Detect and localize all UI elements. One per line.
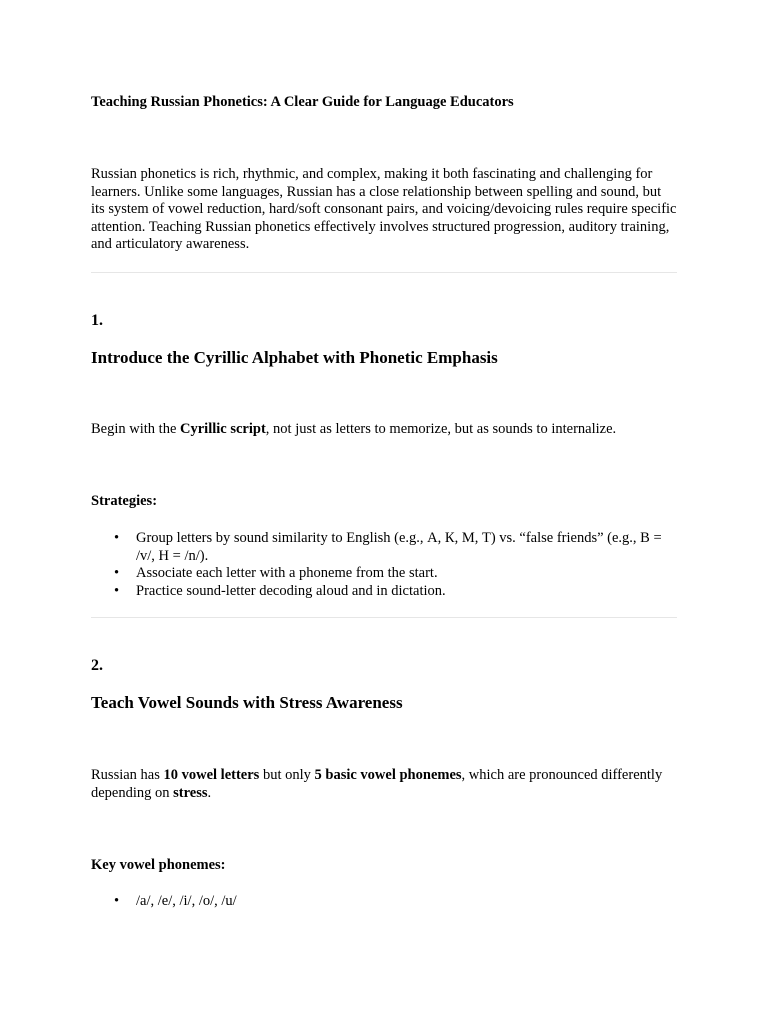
strategies-label: Strategies: (91, 493, 158, 509)
section-2-body-text-3: , which are pronounced differently depending on (91, 767, 663, 801)
list-item: • Group letters by sound similarity to English (e.g., А, К, М, Т) vs. “false friends” (e.g., В = /v/, Н = /n/). (91, 530, 677, 565)
list-item: • Associate each letter with a phoneme from the start. (91, 565, 677, 583)
section-2-number: 2. (91, 657, 103, 674)
section-2-body (91, 767, 677, 802)
section-1-body (91, 421, 677, 439)
document-title: Teaching Russian Phonetics: A Clear Guide for Language Educators (91, 94, 514, 110)
strategies-list (91, 530, 677, 600)
section-2-body-bold-3: stress (173, 784, 208, 801)
section-2-heading: Teach Vowel Sounds with Stress Awareness (91, 693, 403, 712)
section-2-body-text-1: Russian has (91, 767, 164, 783)
vowel-phonemes-label: Key vowel phonemes: (91, 857, 226, 873)
section-2-body-text-4: . (207, 784, 212, 801)
list-item: • /a/, /e/, /i/, /o/, /u/ (91, 893, 677, 911)
vowel-phonemes-list (91, 893, 677, 911)
section-2-body-bold-1: 10 vowel letters (163, 767, 260, 783)
section-1-heading: Introduce the Cyrillic Alphabet with Phonetic Emphasis (91, 348, 498, 367)
section-2-body-text-2: but only (259, 767, 315, 783)
section-1-body-pre: Begin with the (91, 421, 181, 437)
section-divider-2 (91, 617, 677, 618)
section-1-number: 1. (91, 312, 103, 329)
section-2-body-bold-2: 5 basic vowel phonemes (314, 767, 462, 783)
list-item: • Practice sound-letter decoding aloud and in dictation. (91, 583, 677, 601)
intro-paragraph: Russian phonetics is rich, rhythmic, and complex, making it both fascinating and challenging for learners. Unlike some languages, Russian has a close relationship between spelling and sound, but its system of vowel reduction, hard/soft consonant pairs, and voicing/devoicing rules require specific attention. Teaching Russian phonetics effectively involves structured progression, auditory training, and articulatory awareness. (91, 166, 677, 252)
section-1-body-bold: Cyrillic script (180, 421, 266, 437)
section-1-body-post: , not just as letters to memorize, but as sounds to internalize. (265, 421, 617, 437)
section-divider-1 (91, 272, 677, 273)
